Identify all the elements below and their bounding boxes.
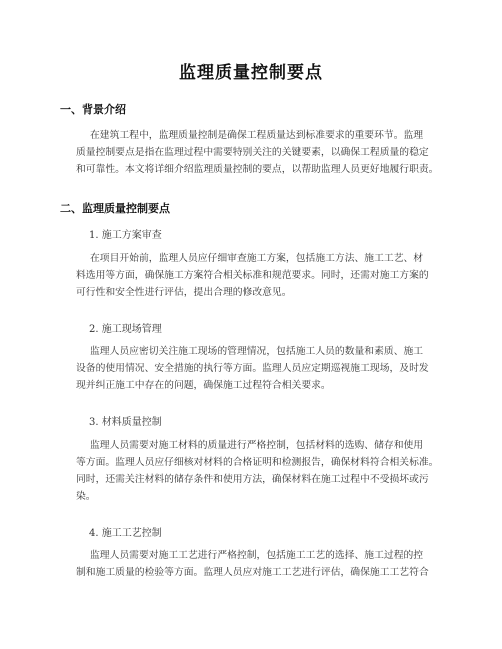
paragraph-line: 和可靠性。本文将详细介绍监理质量控制的要点，以帮助监理人员更好地履行职责。 bbox=[76, 164, 439, 175]
paragraph-line: 在建筑工程中，监理质量控制是确保工程质量达到标准要求的重要环节。监理 bbox=[90, 130, 424, 141]
section-heading-background: 一、背景介绍 bbox=[60, 103, 126, 116]
background-paragraph bbox=[76, 127, 441, 178]
paragraph-line: 等方面。监理人员应仔细核对材料的合格证明和检测报告，确保材料符合相关标准。 bbox=[76, 457, 439, 468]
paragraph-line: 在项目开始前，监理人员应仔细审查施工方案，包括施工方法、施工工艺、材 bbox=[90, 253, 424, 264]
paragraph-line: 制和施工质量的检验等方面。监理人员应对施工工艺进行评估，确保施工工艺符合 bbox=[76, 567, 429, 578]
site-management-paragraph bbox=[76, 343, 441, 394]
material-quality-paragraph bbox=[76, 437, 441, 505]
paragraph-line: 现并纠正施工中存在的问题，确保施工过程符合相关要求。 bbox=[76, 380, 331, 391]
item-label-process-control: 4. 施工工艺控制 bbox=[89, 528, 162, 539]
paragraph-line: 监理人员需要对施工材料的质量进行严格控制，包括材料的选购、储存和使用 bbox=[90, 440, 424, 451]
paragraph-line: 同时，还需关注材料的储存条件和使用方法，确保材料在施工过程中不受损坏或污 bbox=[76, 474, 429, 485]
paragraph-line: 可行性和安全性进行评估，提出合理的修改意见。 bbox=[76, 287, 292, 298]
document-title: 监理质量控制要点 bbox=[179, 63, 323, 83]
plan-review-paragraph bbox=[76, 250, 441, 301]
paragraph-line: 质量控制要点是指在监理过程中需要特别关注的关键要素，以确保工程质量的稳定 bbox=[76, 147, 429, 158]
paragraph-line: 监理人员应密切关注施工现场的管理情况，包括施工人员的数量和素质、施工 bbox=[90, 346, 424, 357]
item-label-site-management: 2. 施工现场管理 bbox=[89, 324, 162, 335]
paragraph-line: 染。 bbox=[76, 491, 96, 502]
paragraph-line: 设备的使用情况、安全措施的执行等方面。监理人员应定期巡视施工现场，及时发 bbox=[76, 363, 429, 374]
paragraph-line: 监理人员需要对施工工艺进行严格控制，包括施工工艺的选择、施工过程的控 bbox=[90, 550, 424, 561]
paragraph-line: 料选用等方面，确保施工方案符合相关标准和规范要求。同时，还需对施工方案的 bbox=[76, 270, 429, 281]
item-label-plan-review: 1. 施工方案审查 bbox=[89, 230, 162, 241]
item-label-material-quality: 3. 材料质量控制 bbox=[89, 417, 162, 428]
section-heading-key-points: 二、监理质量控制要点 bbox=[60, 202, 170, 215]
process-control-paragraph bbox=[76, 547, 441, 581]
